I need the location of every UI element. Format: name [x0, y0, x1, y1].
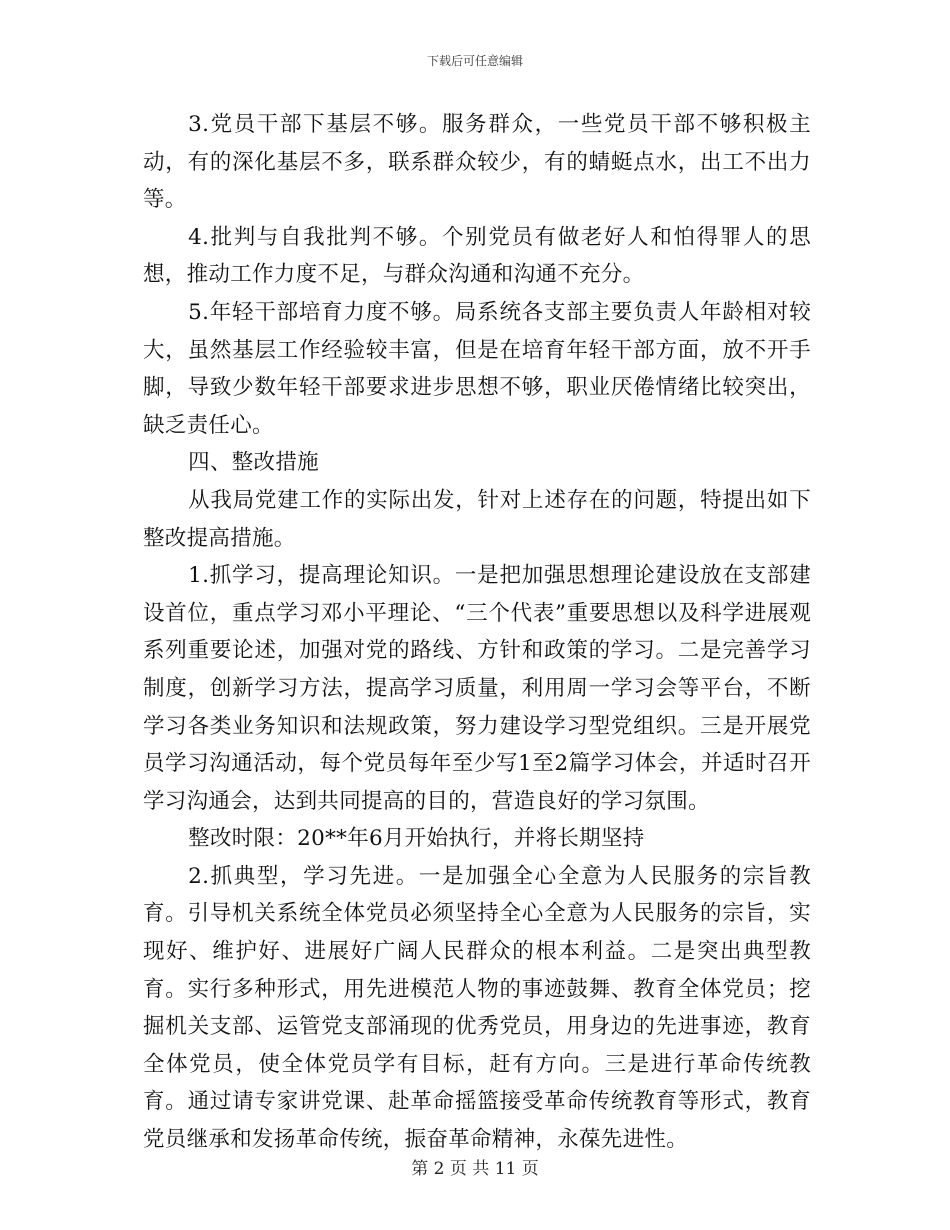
paragraph-deadline: 整改时限：20**年6月开始执行，并将长期坚持	[188, 826, 645, 852]
paragraph-measure-2: 2.抓典型，学习先进。一是加强全心全意为人民服务的宗旨教育。引导机关系统全体党员必须坚持全心全意为人民服务的宗旨，实现好、维护好、进展好广阔人民群众的根本利益。二是突出典型教育。实行多种形式，用先进模范人物的事迹鼓舞、教育全体党员；挖掘机关支部、运管党支部涌现的优秀党员，用身边的先进事迹，教育全体党员，使全体党员学有目标，赶有方向。三是进行革命传统教育。通过请专家讲党课、赴革命摇篮接受革命传统教育等形式，教育党员继承和发扬革命传统，振奋革命精神，永葆先进性。	[143, 863, 811, 1153]
document-body	[143, 106, 811, 1159]
paragraph-measure-1: 1.抓学习，提高理论知识。一是把加强思想理论建设放在支部建设首位，重点学习邓小平理论、“三个代表”重要思想以及科学进展观系列重要论述，加强对党的路线、方针和政策的学习。二是完善学习制度，创新学习方法，提高学习质量，利用周一学习会等平台，不断学习各类业务知识和法规政策，努力建设学习型党组织。三是开展党员学习沟通活动，每个党员每年至少写1至2篇学习体会，并适时召开学习沟通会，达到共同提高的目的，营造良好的学习氛围。	[143, 563, 811, 814]
paragraph-point-5: 5.年轻干部培育力度不够。局系统各支部主要负责人年龄相对较大，虽然基层工作经验较丰富，但是在培育年轻干部方面，放不开手脚，导致少数年轻干部要求进步思想不够，职业厌倦情绪比较突出，缺乏责任心。	[143, 299, 811, 438]
paragraph-point-4: 4.批判与自我批判不够。个别党员有做老好人和怕得罪人的思想，推动工作力度不足，与群众沟通和沟通不充分。	[143, 224, 811, 288]
page-number: 第 2 页 共 11 页	[411, 1159, 539, 1179]
paragraph-point-3: 3.党员干部下基层不够。服务群众，一些党员干部不够积极主动，有的深化基层不多，联系群众较少，有的蜻蜓点水，出工不出力等。	[143, 112, 811, 213]
paragraph-intro: 从我局党建工作的实际出发，针对上述存在的问题，特提出如下整改提高措施。	[143, 487, 811, 551]
page-header: 下载后可任意编辑	[426, 54, 523, 68]
section-heading: 四、整改措施	[188, 450, 319, 476]
